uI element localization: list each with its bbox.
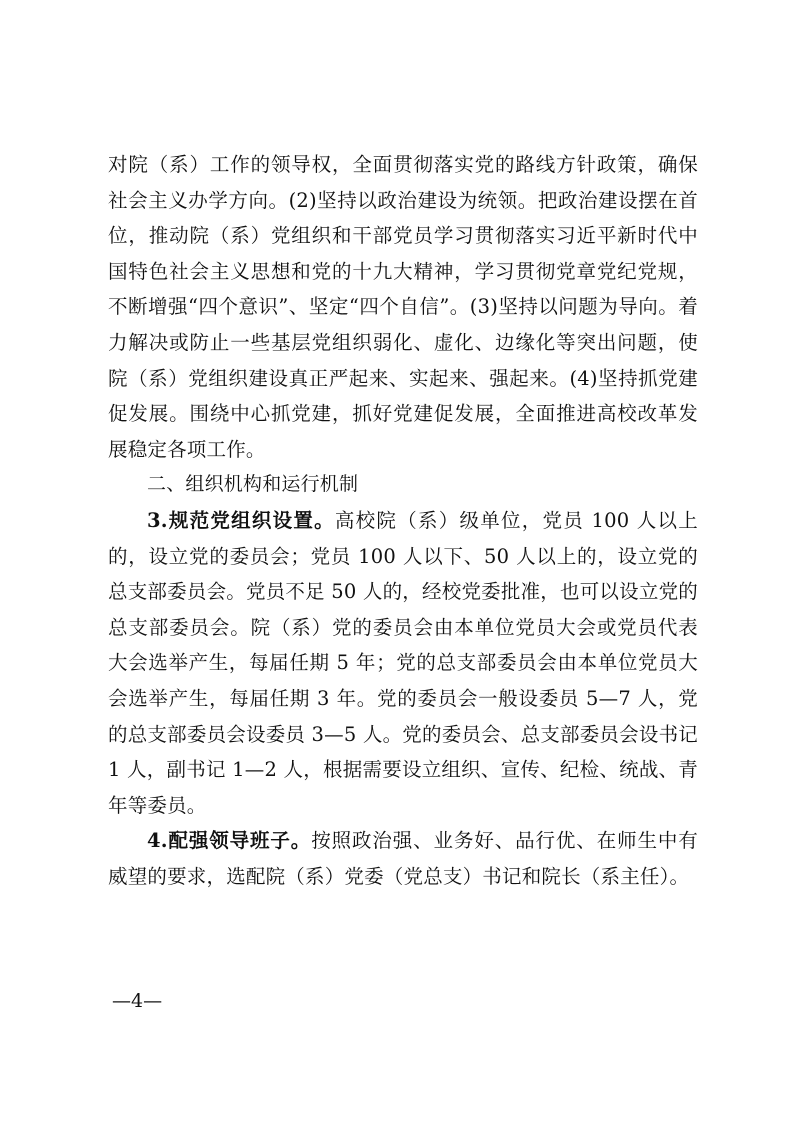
paragraph-intro xyxy=(108,147,698,467)
section-3-lead: 3.规范党组织设置。 xyxy=(147,508,335,532)
paragraph-section-3 xyxy=(108,503,698,823)
section-heading: 二、组织机构和运行机制 xyxy=(147,473,359,496)
paragraph-section-4 xyxy=(108,823,698,894)
section-4-lead: 4.配强领导班子。 xyxy=(147,829,312,853)
paragraph-intro-text: 对院（系）工作的领导权，全面贯彻落实党的路线方针政策，确保社会主义办学方向。(2)坚持以政治建设为统领。把政治建设摆在首位，推动院（系）党组织和干部党员学习贯彻落实习近平新时代中国特色社会主义思想和党的十九大精神，学习贯彻党章党纪党规，不断增强“四个意识”、坚定“四个自信”。(3)坚持以问题为导向。着力解决或防止一些基层党组织弱化、虚化、边缘化等突出问题，使院（系）党组织建设真正严起来、实起来、强起来。(4)坚持抓党建促发展。围绕中心抓党建，抓好党建促发展，全面推进高校改革发展稳定各项工作。 xyxy=(108,153,698,461)
section-4-text: 按照政治强、业务好、品行优、在师生中有威望的要求，选配院（系）党委（党总支）书记和院长（系主任）。 xyxy=(108,829,698,888)
document-body xyxy=(108,147,698,894)
page-number: —4— xyxy=(112,990,163,1012)
section-3-text: 高校院（系）级单位，党员 100 人以上的，设立党的委员会；党员 100 人以下、50 人以上的，设立党的总支部委员会。党员不足 50 人的，经校党委批准，也可以设立党的总支部委员会。院（系）党的委员会由本单位党员大会或党员代表大会选举产生，每届任期 5 年；党的总支部委员会由本单位党员大会选举产生，每届任期 3 年。党的委员会一般设委员 5—7 人，党的总支部委员会设委员 3—5 人。党的委员会、总支部委员会设书记 1 人，副书记 1—2 人，根据需要设立组织、宣传、纪检、统战、青年等委员。 xyxy=(108,508,698,817)
